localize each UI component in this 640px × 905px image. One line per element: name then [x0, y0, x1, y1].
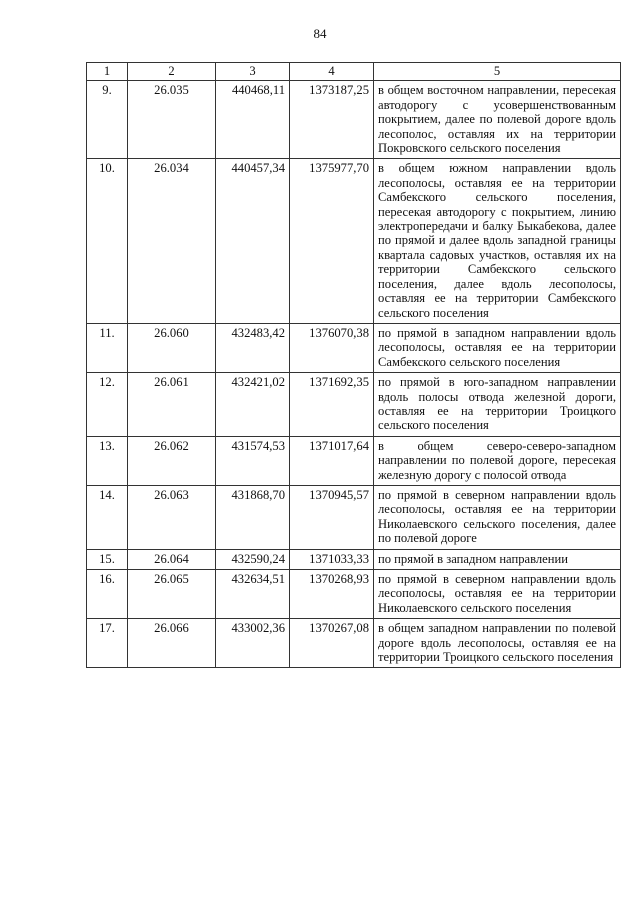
boundary-description: по прямой в северном направлении вдоль лесополосы, оставляя ее на территории Николаевского сельского поселения	[374, 570, 621, 619]
coord-y: 1373187,25	[290, 81, 374, 159]
header-col-3: 3	[216, 63, 290, 81]
coord-y: 1370945,57	[290, 485, 374, 549]
header-col-5: 5	[374, 63, 621, 81]
table-row	[87, 81, 621, 159]
point-id: 26.064	[128, 549, 216, 569]
coord-y: 1375977,70	[290, 159, 374, 323]
point-id: 26.062	[128, 436, 216, 485]
boundary-description: в общем восточном направлении, пересекая автодорогу с усовершенствованным покрытием, далее по полевой дороге вдоль лесополос, оставляя их на территории Покровского сельского поселения	[374, 81, 621, 159]
coord-y: 1376070,38	[290, 323, 374, 372]
point-id: 26.035	[128, 81, 216, 159]
coord-y: 1371017,64	[290, 436, 374, 485]
point-id: 26.065	[128, 570, 216, 619]
coord-x: 432634,51	[216, 570, 290, 619]
coord-x: 432590,24	[216, 549, 290, 569]
boundary-table	[86, 62, 621, 668]
header-col-2: 2	[128, 63, 216, 81]
coord-x: 432483,42	[216, 323, 290, 372]
point-id: 26.060	[128, 323, 216, 372]
coord-x: 431868,70	[216, 485, 290, 549]
row-number: 9.	[87, 81, 128, 159]
coord-x: 433002,36	[216, 619, 290, 668]
boundary-description: по прямой в юго-западном направлении вдоль полосы отвода железной дороги, оставляя ее на территории Троицкого сельского поселения	[374, 373, 621, 437]
row-number: 15.	[87, 549, 128, 569]
coord-y: 1370268,93	[290, 570, 374, 619]
row-number: 17.	[87, 619, 128, 668]
coord-x: 440468,11	[216, 81, 290, 159]
page-number: 84	[313, 26, 327, 41]
boundary-description: по прямой в западном направлении	[374, 549, 621, 569]
row-number: 14.	[87, 485, 128, 549]
boundary-description: по прямой в западном направлении вдоль лесополосы, оставляя ее на территории Самбекского сельского поселения	[374, 323, 621, 372]
boundary-description: в общем западном направлении по полевой дороге вдоль лесополосы, оставляя ее на территории Троицкого сельского поселения	[374, 619, 621, 668]
coord-y: 1371692,35	[290, 373, 374, 437]
table-row	[87, 323, 621, 372]
row-number: 10.	[87, 159, 128, 323]
boundary-description: в общем южном направлении вдоль лесополосы, оставляя ее на территории Самбекского сельского поселения, пересекая автодорогу с покрытием, линию электропередачи и балку Быкабекова, далее по прямой и далее вдоль западной границы квартала садовых участков, оставляя их на территории Самбекского сельского поселения, далее вдоль лесополосы, оставляя ее на территории Самбекского сельского поселения	[374, 159, 621, 323]
coord-y: 1371033,33	[290, 549, 374, 569]
table-row	[87, 436, 621, 485]
table-row	[87, 159, 621, 323]
point-id: 26.034	[128, 159, 216, 323]
table-row	[87, 485, 621, 549]
table-body	[87, 81, 621, 668]
coord-x: 440457,34	[216, 159, 290, 323]
row-number: 11.	[87, 323, 128, 372]
row-number: 16.	[87, 570, 128, 619]
table-header-row	[87, 63, 621, 81]
coord-x: 431574,53	[216, 436, 290, 485]
header-col-4: 4	[290, 63, 374, 81]
row-number: 12.	[87, 373, 128, 437]
coord-y: 1370267,08	[290, 619, 374, 668]
point-id: 26.063	[128, 485, 216, 549]
boundary-description: по прямой в северном направлении вдоль лесополосы, оставляя ее на территории Николаевского сельского поселения, далее по полевой дороге	[374, 485, 621, 549]
point-id: 26.066	[128, 619, 216, 668]
table-row	[87, 619, 621, 668]
header-col-1: 1	[87, 63, 128, 81]
table-row	[87, 570, 621, 619]
table-row	[87, 549, 621, 569]
table-row	[87, 373, 621, 437]
point-id: 26.061	[128, 373, 216, 437]
coord-x: 432421,02	[216, 373, 290, 437]
boundary-description: в общем северо-северо-западном направлении по полевой дороге, пересекая железную дорогу с полосой отвода	[374, 436, 621, 485]
row-number: 13.	[87, 436, 128, 485]
